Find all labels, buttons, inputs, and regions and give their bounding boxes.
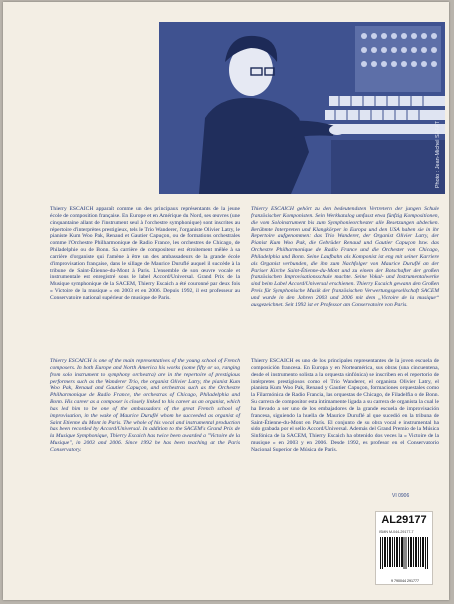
organist-at-console-image — [159, 22, 445, 194]
catalog-number: AL29177 — [381, 514, 427, 526]
biography-german: Thierry ESCAICH gehört zu den bedeutendsten Vertretern der jungen Schule französischer Komponisten. Sein Werkkatalog umfasst etwa fünfzig Kompositionen, die vom Soloinstrument bis zum Symphonieorchester alle Besetzungen abdecken. Berühmte Interpreten und Klangkörper in Europa und den USA haben sie in ihr Repertoire aufgenommen: das Trio Wanderer, der Organist Olivier Latry, der Pianist Kum Woo Pak, die Gebrüder Renaud und Gautier Capuçon bzw. das Orchestre Philharmonique de Radio France und die Orchester von Chicago, Philadelphia und Bonn. Seine Laufbahn als Komponist ist eng mit seiner Karriere als Organist verbunden, die ihn zum Nachfolger von Maurice Duruflé an der Pariser Kirche Saint-Étienne-du-Mont und zu einem der Botschafter der großen französischen Improvisationsschule machte. Seine Vokal- und Instrumentalwerke sind beim Label Accord/Universal erschienen. Thierry Escaich gewann den Großen Preis für Symphonische Musik der französischen Verwertungsgesellschaft SACEM und wurde in den Jahren 2003 und 2006 mit dem „Victoire de la musique“ ausgezeichnet. Seit 1992 ist er Professor am Conservatoire von Paris. — [251, 206, 439, 308]
print-code: VI 0906 — [392, 493, 410, 499]
ismn-text: ISMN M-044-29177-7 — [379, 530, 414, 534]
photo-credit: Photo : Jean-Michel SAFAT — [435, 120, 441, 188]
back-cover-page — [3, 2, 449, 600]
catalog-label — [375, 511, 433, 585]
barcode-image — [380, 537, 428, 575]
biography-french: Thierry ESCAICH apparaît comme un des principaux représentants de la jeune école de composition française. En Europe et en Amérique du Nord, ses œuvres (une cinquantaine allant de l'instrument seul à l'orchestre symphonique) sont inscrites au répertoire d'interprètes prestigieux, tels le Trio Wanderer, l'organiste Olivier Latry, le pianiste Kum Woo Pak, Renaud et Gautier Capuçon, ou de formations orchestrales comme l'Orchestre Philharmonique de Radio France, les orchestres de Chicago, de Philadelphie ou de Bonn. Sa carrière de compositeur est étroitement mêlée à sa carrière d'organiste qui l'amène à être un des ambassadeurs de la grande école d'improvisation française, dans le sillage de Maurice Duruflé auquel il succède à la tribune de Saint-Étienne-du-Mont à Paris. L'ensemble de son œuvre vocale et instrumentale est enregistré sous le label Accord/Universal. Grand Prix de la Musique symphonique de la SACEM, Thierry Escaich a été couronné par deux fois « Victoire de la musique » en 2003 et en 2006. Depuis 1992, il est professeur au Conservatoire national supérieur de musique de Paris. — [50, 206, 240, 301]
composer-photo — [159, 22, 445, 194]
biography-english: Thierry ESCAICH is one of the main representatives of the young school of French composers. In both Europe and North America his works (some fifty or so, ranging from solo instrument to symphony orchestra) are in the repertoire of prestigious performers such as the Wanderer Trio, the organist Olivier Latry, the pianist Kum Woo Pak, Renaud and Gautier Capuçon, and orchestras such as the Orchestre Philharmonique de Radio France, the orchestras of Chicago, Philadelphia and Bonn. His career as a composer is closely linked to his career as an organist, which has led him to be one of the ambassadors of the great French school of improvisation, in the wake of Maurice Duruflé whom he succeeded as organist of Saint Etienne du Mont in Paris. The whole of his vocal and instrumental production has been recorded by Accord/Universal. In addition to the SACEM's Grand Prix de la Musique Symphonique, Thierry Escaich has twice been awarded a "Victoire de la Musique", in 2003 and 2006. Since 1992 he has been teaching at the Paris Conservatory. — [50, 358, 240, 453]
barcode-digits: 9 790044 291777 — [391, 579, 419, 583]
biography-spanish: Thierry ESCAICH es uno de los principales representantes de la joven escuela de composición francesa. En Europa y en Norteamérica, sus obras (una cincuentena, desde el instrumento solista a la orquesta sinfónica) se inscriben en el repertorio de intérpretes prestigiosos como el Trio Wanderer, el organista Olivier Latry, el pianista Kum Woo Pak, Renaud y Gautier Capuçon, formaciones orquestales como la Filarmónica de Radio Francia, las orquestas de Chicago, de Filadelfia o de Bonn. Su carrera de compositor esta íntimamente ligada a su carrera de organista la cual le ha llevado a ser uno de los embajadores de la grande escuela de improvisación francesa, siguiendo la huella de Maurice Duruflé al que sucedió en la tribuna de Saint-Étienne-du-Mont en París. El conjunto de su obra vocal e instrumental ha sido grabada por el sello Accord/Universal. Además del Grand Premio de la Música Sinfónica de la SACEM, Thierry Escaich ha obtenido dos veces la « Victoire de la musique » en 2003 y en 2006. Desde 1992, es profesor en el Conservatorio Nacional Superior de Música de París. — [251, 358, 439, 453]
